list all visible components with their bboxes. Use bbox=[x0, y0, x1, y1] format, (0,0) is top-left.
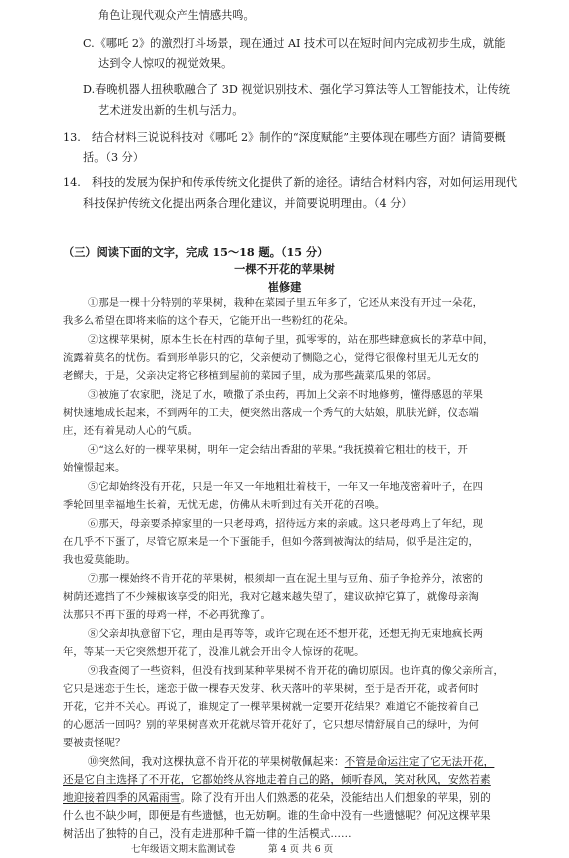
passage-line: ①那是一棵十分特别的苹果树，栽种在菜园子里五年多了，它还从来没有开过一朵花， bbox=[88, 297, 484, 309]
passage-line: 的心愿活一回吗？别的苹果树喜欢开花就尽管开花好了，它只想尽情舒展自己的绿叶，为何 bbox=[63, 719, 479, 731]
passage-line: 汰那只不再下蛋的母鸡一样，不必再犹豫了。 bbox=[63, 609, 271, 621]
passage-line: 季轮回里幸福地生长着，无忧无虑，仿佛从未听到过有关开花的召唤。 bbox=[63, 499, 386, 511]
paragraph-10-line4: 什么也不缺少呵，即便是有些遗憾，也无妨啊。谁的生命中没有一些遗憾呢？何况这棵苹果 bbox=[63, 810, 491, 822]
underlined-sentence-end: 地迎接着四季的风霜雨雪 bbox=[63, 792, 181, 804]
paragraph-10-text: ⑩突然间，我对这棵执意不肯开花的苹果树敬佩起来： bbox=[88, 756, 345, 768]
option-d-line2: 艺术迸发出新的生机与活力。 bbox=[98, 104, 244, 117]
passage-title: 一棵不开花的苹果树 bbox=[234, 262, 335, 276]
passage-line: ⑧父亲却执意留下它，理由是再等等，或许它现在还不想开花，还想无拘无束地疯长两 bbox=[88, 628, 484, 640]
passage-line: ⑥那天，母亲要杀掉家里的一只老母鸡，招待远方来的亲戚。这只老母鸡上了年纪，现 bbox=[88, 518, 484, 530]
question-14-line1: 14. 科技的发展为保护和传承传统文化提供了新的途径。请结合材料内容，对如何运用现代 bbox=[63, 176, 518, 189]
passage-line: 树荫还遮挡了不少辣椒该享受的阳光，我对它越来越失望了，建议砍掉它算了，就像母亲淘 bbox=[63, 591, 479, 603]
passage-line: 开花，它并不关心。再说了，谁规定了一棵苹果树就一定要开花结果？难道它不能按着自己 bbox=[63, 701, 479, 713]
option-d-line1: D.春晚机器人扭秧歌融合了 3D 视觉识别技术、强化学习算法等人工智能技术，让传统 bbox=[83, 83, 510, 96]
paragraph-10-text: 。除了没有开出人们熟悉的花朵，没能结出人们想象的苹果，别的 bbox=[180, 792, 491, 804]
paragraph-10-line1 bbox=[88, 755, 494, 769]
passage-line: 老鳏夫，于是，父亲决定将它移植到屋前的菜园子里，成为那些蔬菜瓜果的邻居。 bbox=[63, 370, 438, 382]
section-heading: （三）阅读下面的文字，完成 15～18 题。（15 分） bbox=[63, 245, 329, 259]
passage-line: 树快速地成长起来，不到两年的工夫，便突然出落成一个秀气的大姑娘，肌肤光鲜，仪态端 bbox=[63, 407, 479, 419]
option-c-line1: C.《哪吒 2》的激烈打斗场景，现在通过 AI 技术可以在短时间内完成初步生成，就能 bbox=[83, 37, 506, 50]
passage-line: 要被责怪呢？ bbox=[63, 737, 126, 749]
passage-line: ⑨我查阅了一些资料，但没有找到某种苹果树不肯开花的确切原因。也许真的像父亲所言， bbox=[88, 665, 504, 677]
passage-line: ⑦那一棵始终不肯开花的苹果树，根须却一直在泥土里与豆角、茄子争抢养分，浓密的 bbox=[88, 573, 484, 585]
passage-line: 我多么希望在即将来临的这个春天，它能开出一些粉红的花朵。 bbox=[63, 315, 355, 327]
paragraph-10-line3 bbox=[63, 791, 491, 805]
underlined-sentence: 不管是命运注定了它无法开花， bbox=[344, 756, 495, 768]
footer-page-number: 第 4 页 共 6 页 bbox=[268, 844, 334, 855]
paragraph-10-line5: 树活出了独特的自己，没有走进那种千篇一律的生活模式…… bbox=[63, 828, 352, 840]
passage-author: 崔修建 bbox=[267, 280, 302, 294]
option-c-line2: 达到令人惊叹的视觉效果。 bbox=[98, 57, 233, 70]
passage-line: 庄，还有着晃动人心的气质。 bbox=[63, 425, 199, 437]
passage-line: ⑤它却始终没有开花，只是一年又一年地粗壮着枝干，一年又一年地茂密着叶子，在四 bbox=[88, 481, 484, 493]
question-14-line2: 科技保护传统文化提出两条合理化建议，并简要说明理由。（4 分） bbox=[83, 197, 413, 210]
paragraph-10-line2: 还是它自主选择了不开花，它都始终从容地走着自己的路，倾听春风，笑对秋风，安然若素 bbox=[63, 774, 491, 786]
footer-exam-title: 七年级语文期末监测试卷 bbox=[131, 844, 236, 855]
passage-line: ②这棵苹果树，原本生长在村西的草甸子里，孤零零的，站在那些肆意疯长的茅草中间， bbox=[88, 334, 494, 346]
passage-line: 在几乎不下蛋了，尽管它原来是一个下蛋能手，但如今落到被淘汰的结局，似乎是注定的， bbox=[63, 536, 479, 548]
question-13-line2: 括。（3 分） bbox=[83, 151, 145, 164]
passage-line: 我也爱莫能助。 bbox=[63, 554, 136, 566]
question-13-line1: 13. 结合材料三说说科技对《哪吒 2》制作的“深度赋能”主要体现在哪些方面？请简要概 bbox=[63, 131, 506, 144]
passage-line: 年，等某一天它突然想开花了，没准儿就会开出令人惊讶的花呢。 bbox=[63, 646, 365, 658]
passage-line: 它只是迷恋于生长，迷恋于做一棵春天发芽、秋天落叶的苹果树，至于是否开花，或者何时 bbox=[63, 683, 479, 695]
passage-line: ④“这么好的一棵苹果树，明年一定会结出香甜的苹果。”我抚摸着它粗壮的枝干，开 bbox=[88, 444, 468, 456]
passage-line: 流露着莫名的忧伤。看到形单影只的它，父亲便动了恻隐之心，觉得它很像村里无儿无女的 bbox=[63, 352, 479, 364]
passage-line: ③被施了农家肥，浇足了水，喷撒了杀虫药，再加上父亲不时地修剪，懂得感恩的苹果 bbox=[88, 389, 484, 401]
passage-line: 始憧憬起来。 bbox=[63, 462, 126, 474]
q12-continued-text: 角色让现代观众产生情感共鸣。 bbox=[98, 9, 255, 22]
